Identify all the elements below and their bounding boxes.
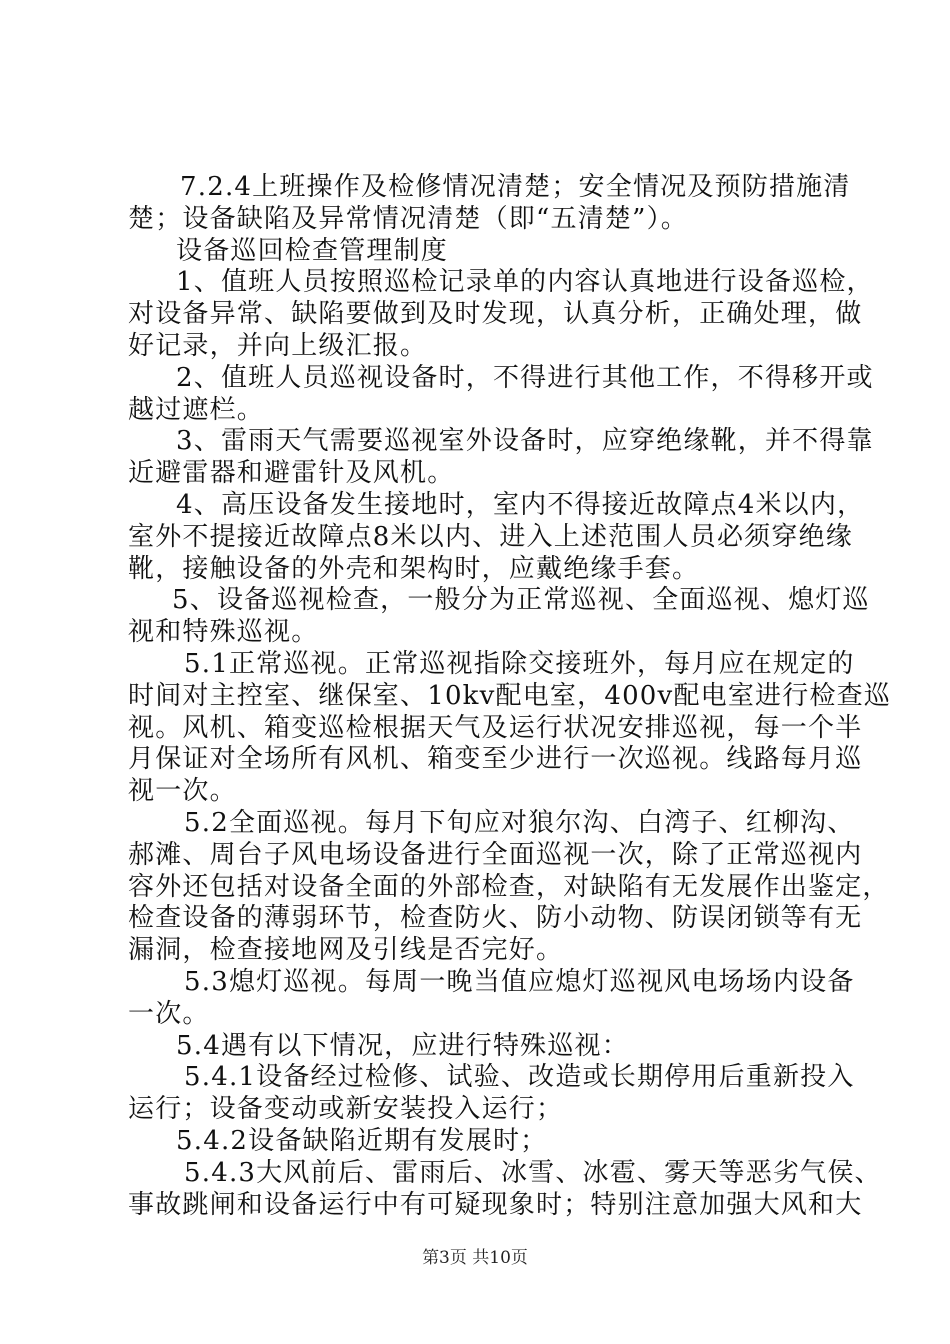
text-line: 好记录，并向上级汇报。 (128, 330, 428, 361)
text-line: 运行；设备变动或新安装投入运行； (128, 1094, 564, 1125)
text-line: 时间对主控室、继保室、10kv配电室，400v配电室进行检查巡 (128, 680, 892, 711)
text-line: 越过遮栏。 (128, 394, 265, 425)
text-line: 1、值班人员按照巡检记录单的内容认真地进行设备巡检， (176, 267, 874, 298)
document-body (128, 172, 892, 1221)
text-line: 5.4遇有以下情况，应进行特殊巡视： (176, 1030, 629, 1061)
text-line: 检查设备的薄弱环节，检查防火、防小动物、防误闭锁等有无 (128, 903, 863, 934)
text-line: 事故跳闸和设备运行中有可疑现象时；特别注意加强大风和大 (128, 1189, 863, 1220)
text-line: 5.4.1设备经过检修、试验、改造或长期停用后重新投入 (184, 1062, 855, 1093)
section-title: 设备巡回检查管理制度 (176, 235, 449, 266)
text-line: 近避雷器和避雷针及风机。 (128, 458, 455, 489)
text-line: 5、设备巡视检查，一般分为正常巡视、全面巡视、熄灯巡 (172, 585, 870, 616)
text-line: 5.4.3大风前后、雷雨后、冰雪、冰雹、雾天等恶劣气侯、 (184, 1157, 882, 1188)
text-line: 郝滩、周台子风电场设备进行全面巡视一次，除了正常巡视内 (128, 839, 863, 870)
text-line: 一次。 (128, 998, 210, 1029)
text-line: 容外还包括对设备全面的外部检查，对缺陷有无发展作出鉴定， (128, 871, 890, 902)
text-line: 月保证对全场所有风机、箱变至少进行一次巡视。线路每月巡 (128, 744, 863, 775)
text-line: 楚；设备缺陷及异常情况清楚（即“五清楚”）。 (128, 203, 688, 234)
text-line: 2、值班人员巡视设备时，不得进行其他工作，不得移开或 (176, 362, 874, 393)
text-line: 5.3熄灯巡视。每周一晚当值应熄灯巡视风电场场内设备 (184, 966, 855, 997)
text-line: 漏洞，检查接地网及引线是否完好。 (128, 935, 564, 966)
page-footer: 第3页 共10页 (422, 1248, 528, 1268)
text-line: 5.1正常巡视。正常巡视指除交接班外，每月应在规定的 (184, 648, 855, 679)
text-line: 视一次。 (128, 776, 237, 807)
text-line: 5.2全面巡视。每月下旬应对狼尔沟、白湾子、红柳沟、 (184, 807, 855, 838)
text-line: 5.4.2设备缺陷近期有发展时； (176, 1125, 548, 1156)
text-line: 3、雷雨天气需要巡视室外设备时，应穿绝缘靴，并不得靠 (176, 426, 874, 457)
text-line: 对设备异常、缺陷要做到及时发现，认真分析，正确处理，做 (128, 299, 863, 330)
text-line: 室外不提接近故障点8米以内、进入上述范围人员必须穿绝缘 (128, 521, 853, 552)
text-line: 视和特殊巡视。 (128, 617, 319, 648)
text-line: 靴，接触设备的外壳和架构时，应戴绝缘手套。 (128, 553, 700, 584)
text-line: 4、高压设备发生接地时，室内不得接近故障点4米以内， (176, 489, 865, 520)
text-line: 7.2.4上班操作及检修情况清楚；安全情况及预防措施清 (180, 172, 851, 202)
text-line: 视。风机、箱变巡检根据天气及运行状况安排巡视，每一个半 (128, 712, 863, 743)
